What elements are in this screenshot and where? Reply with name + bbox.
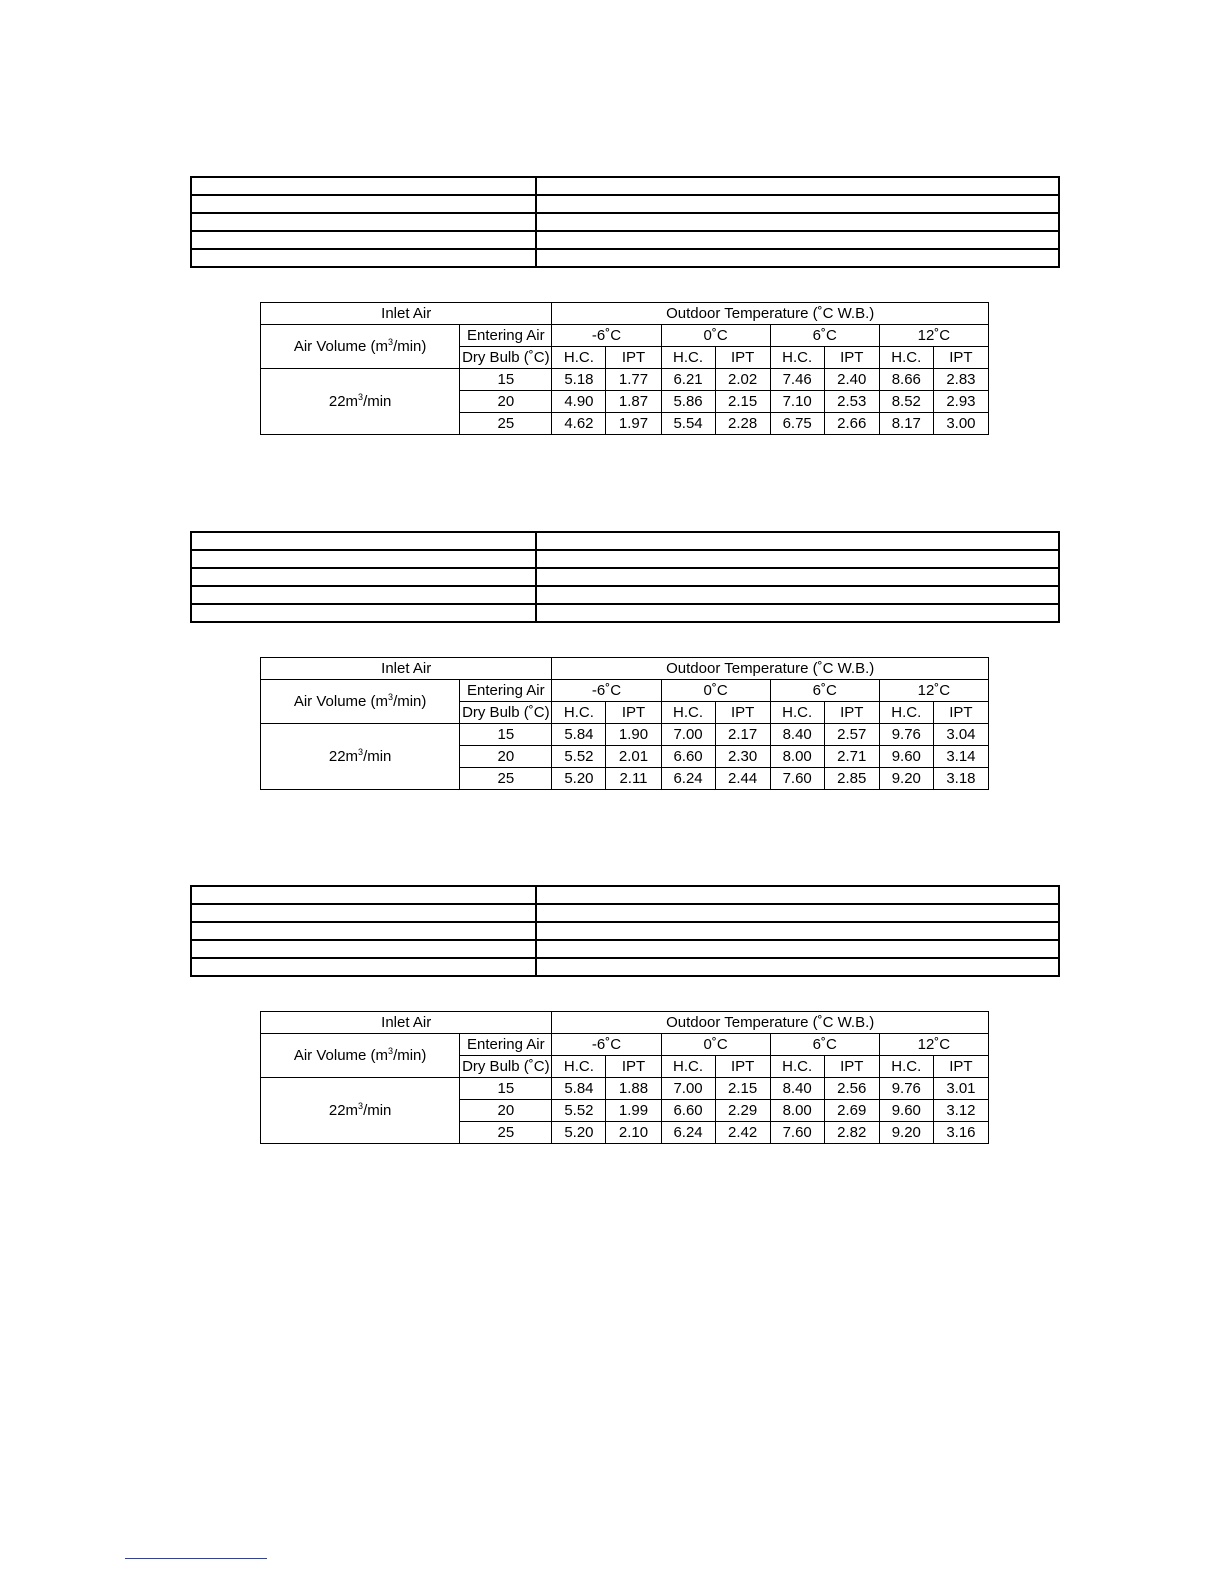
table-row: [261, 1078, 989, 1100]
value-cell: 2.15: [715, 1078, 770, 1100]
spec-cell: [536, 586, 1059, 604]
hc-header: H.C.: [552, 1056, 606, 1078]
ipt-header: IPT: [606, 702, 661, 724]
table-row: [261, 369, 989, 391]
ipt-header: IPT: [824, 1056, 879, 1078]
table-row: [261, 724, 989, 746]
value-cell: 6.60: [661, 1100, 715, 1122]
entering-air-header: Entering Air: [460, 325, 552, 347]
value-cell: 3.14: [933, 746, 988, 768]
value-cell: 7.60: [770, 768, 824, 790]
dry-bulb-value: 20: [460, 1100, 552, 1122]
spec-cell: [536, 195, 1059, 213]
value-cell: 1.90: [606, 724, 661, 746]
value-cell: 6.75: [770, 413, 824, 435]
value-cell: 6.60: [661, 746, 715, 768]
value-cell: 2.42: [715, 1122, 770, 1144]
ipt-header: IPT: [606, 347, 661, 369]
value-cell: 1.87: [606, 391, 661, 413]
ipt-header: IPT: [933, 702, 988, 724]
outdoor-temp-header: Outdoor Temperature (˚C W.B.): [552, 303, 989, 325]
value-cell: 2.17: [715, 724, 770, 746]
value-cell: 5.52: [552, 1100, 606, 1122]
hc-header: H.C.: [770, 702, 824, 724]
spec-cell: [191, 568, 536, 586]
hc-header: H.C.: [552, 347, 606, 369]
dry-bulb-value: 15: [460, 724, 552, 746]
value-cell: 2.02: [715, 369, 770, 391]
value-cell: 1.88: [606, 1078, 661, 1100]
spec-cell: [536, 886, 1059, 904]
value-cell: 8.00: [770, 746, 824, 768]
value-cell: 3.12: [933, 1100, 988, 1122]
hc-header: H.C.: [879, 347, 933, 369]
spec-cell: [191, 195, 536, 213]
spec-cell: [536, 958, 1059, 976]
spec-cell: [191, 231, 536, 249]
temp-header: -6˚C: [552, 1034, 661, 1056]
value-cell: 4.90: [552, 391, 606, 413]
value-cell: 2.66: [824, 413, 879, 435]
value-cell: 9.76: [879, 1078, 933, 1100]
temp-header: 12˚C: [879, 680, 988, 702]
value-cell: 3.16: [933, 1122, 988, 1144]
hc-header: H.C.: [661, 702, 715, 724]
temp-header: -6˚C: [552, 680, 661, 702]
outdoor-temp-header: Outdoor Temperature (˚C W.B.): [552, 658, 989, 680]
spec-cell: [536, 231, 1059, 249]
entering-air-header: Entering Air: [460, 680, 552, 702]
inlet-air-header: Inlet Air: [261, 303, 552, 325]
ipt-header: IPT: [933, 347, 988, 369]
ipt-header: IPT: [715, 347, 770, 369]
value-cell: 7.00: [661, 1078, 715, 1100]
spec-cell: [191, 940, 536, 958]
value-cell: 2.71: [824, 746, 879, 768]
air-volume-header: Air Volume $(m^3/\min)$: [261, 325, 460, 369]
temp-header: 12˚C: [879, 1034, 988, 1056]
performance-table-3: [260, 1011, 989, 1144]
value-cell: 2.57: [824, 724, 879, 746]
air-volume-value: $22m^3/\min$: [261, 724, 460, 790]
inlet-air-header: Inlet Air: [261, 1012, 552, 1034]
value-cell: 8.17: [879, 413, 933, 435]
value-cell: 3.00: [933, 413, 988, 435]
value-cell: 5.20: [552, 768, 606, 790]
outdoor-temp-header: Outdoor Temperature (˚C W.B.): [552, 1012, 989, 1034]
entering-air-header: Entering Air: [460, 1034, 552, 1056]
temp-header: 6˚C: [770, 680, 879, 702]
dry-bulb-header: Dry Bulb (˚C): [460, 347, 552, 369]
spec-cell: [191, 177, 536, 195]
dry-bulb-value: 15: [460, 369, 552, 391]
dry-bulb-value: 20: [460, 746, 552, 768]
value-cell: 6.24: [661, 768, 715, 790]
value-cell: 5.20: [552, 1122, 606, 1144]
value-cell: 1.97: [606, 413, 661, 435]
spec-cell: [536, 922, 1059, 940]
value-cell: 5.86: [661, 391, 715, 413]
value-cell: 9.60: [879, 1100, 933, 1122]
value-cell: 1.99: [606, 1100, 661, 1122]
air-volume-value: $22m^3/\min$: [261, 369, 460, 435]
value-cell: 1.77: [606, 369, 661, 391]
value-cell: 8.66: [879, 369, 933, 391]
value-cell: 5.84: [552, 1078, 606, 1100]
hc-header: H.C.: [770, 1056, 824, 1078]
spec-cell: [536, 904, 1059, 922]
spec-cell: [536, 213, 1059, 231]
hc-header: H.C.: [552, 702, 606, 724]
temp-header: 12˚C: [879, 325, 988, 347]
spec-cell: [191, 249, 536, 267]
temp-header: -6˚C: [552, 325, 661, 347]
value-cell: 8.40: [770, 1078, 824, 1100]
temp-header: 6˚C: [770, 1034, 879, 1056]
spec-cell: [191, 904, 536, 922]
value-cell: 2.40: [824, 369, 879, 391]
footer-link-underline: [125, 1558, 267, 1559]
value-cell: 8.00: [770, 1100, 824, 1122]
spec-cell: [191, 886, 536, 904]
air-volume-header: Air Volume $(m^3/\min)$: [261, 1034, 460, 1078]
dry-bulb-value: 25: [460, 413, 552, 435]
temp-header: 0˚C: [661, 680, 770, 702]
dry-bulb-header: Dry Bulb (˚C): [460, 702, 552, 724]
value-cell: 2.29: [715, 1100, 770, 1122]
spec-cell: [191, 604, 536, 622]
value-cell: 8.52: [879, 391, 933, 413]
value-cell: 2.93: [933, 391, 988, 413]
spec-cell: [191, 213, 536, 231]
spec-cell: [191, 586, 536, 604]
ipt-header: IPT: [606, 1056, 661, 1078]
air-volume-header: Air Volume $(m^3/\min)$: [261, 680, 460, 724]
dry-bulb-value: 25: [460, 1122, 552, 1144]
value-cell: 7.10: [770, 391, 824, 413]
hc-header: H.C.: [661, 347, 715, 369]
spec-cell: [536, 604, 1059, 622]
hc-header: H.C.: [661, 1056, 715, 1078]
dry-bulb-header: Dry Bulb (˚C): [460, 1056, 552, 1078]
spec-table-1: [190, 176, 1060, 268]
hc-header: H.C.: [770, 347, 824, 369]
performance-table-1: [260, 302, 989, 435]
spec-table-3: [190, 885, 1060, 977]
spec-cell: [536, 550, 1059, 568]
value-cell: 2.11: [606, 768, 661, 790]
hc-header: H.C.: [879, 702, 933, 724]
value-cell: 5.84: [552, 724, 606, 746]
hc-header: H.C.: [879, 1056, 933, 1078]
value-cell: 9.20: [879, 1122, 933, 1144]
spec-cell: [536, 940, 1059, 958]
dry-bulb-value: 20: [460, 391, 552, 413]
value-cell: 2.01: [606, 746, 661, 768]
value-cell: 2.44: [715, 768, 770, 790]
ipt-header: IPT: [933, 1056, 988, 1078]
ipt-header: IPT: [824, 347, 879, 369]
spec-table-2: [190, 531, 1060, 623]
spec-cell: [536, 249, 1059, 267]
value-cell: 9.60: [879, 746, 933, 768]
spec-cell: [191, 958, 536, 976]
value-cell: 5.18: [552, 369, 606, 391]
value-cell: 2.56: [824, 1078, 879, 1100]
performance-table-2: [260, 657, 989, 790]
spec-cell: [536, 177, 1059, 195]
spec-cell: [191, 922, 536, 940]
value-cell: 2.53: [824, 391, 879, 413]
value-cell: 5.52: [552, 746, 606, 768]
value-cell: 6.21: [661, 369, 715, 391]
value-cell: 2.28: [715, 413, 770, 435]
value-cell: 7.46: [770, 369, 824, 391]
ipt-header: IPT: [715, 702, 770, 724]
value-cell: 2.82: [824, 1122, 879, 1144]
value-cell: 8.40: [770, 724, 824, 746]
value-cell: 2.83: [933, 369, 988, 391]
temp-header: 6˚C: [770, 325, 879, 347]
ipt-header: IPT: [824, 702, 879, 724]
value-cell: 9.20: [879, 768, 933, 790]
inlet-air-header: Inlet Air: [261, 658, 552, 680]
spec-cell: [191, 532, 536, 550]
dry-bulb-value: 15: [460, 1078, 552, 1100]
temp-header: 0˚C: [661, 1034, 770, 1056]
value-cell: 6.24: [661, 1122, 715, 1144]
value-cell: 3.04: [933, 724, 988, 746]
ipt-header: IPT: [715, 1056, 770, 1078]
value-cell: 5.54: [661, 413, 715, 435]
value-cell: 2.85: [824, 768, 879, 790]
spec-cell: [536, 568, 1059, 586]
value-cell: 3.01: [933, 1078, 988, 1100]
spec-cell: [191, 550, 536, 568]
value-cell: 7.60: [770, 1122, 824, 1144]
spec-cell: [536, 532, 1059, 550]
value-cell: 2.30: [715, 746, 770, 768]
value-cell: 2.10: [606, 1122, 661, 1144]
value-cell: 2.69: [824, 1100, 879, 1122]
air-volume-value: $22m^3/\min$: [261, 1078, 460, 1144]
dry-bulb-value: 25: [460, 768, 552, 790]
value-cell: 9.76: [879, 724, 933, 746]
temp-header: 0˚C: [661, 325, 770, 347]
value-cell: 4.62: [552, 413, 606, 435]
value-cell: 3.18: [933, 768, 988, 790]
value-cell: 2.15: [715, 391, 770, 413]
value-cell: 7.00: [661, 724, 715, 746]
